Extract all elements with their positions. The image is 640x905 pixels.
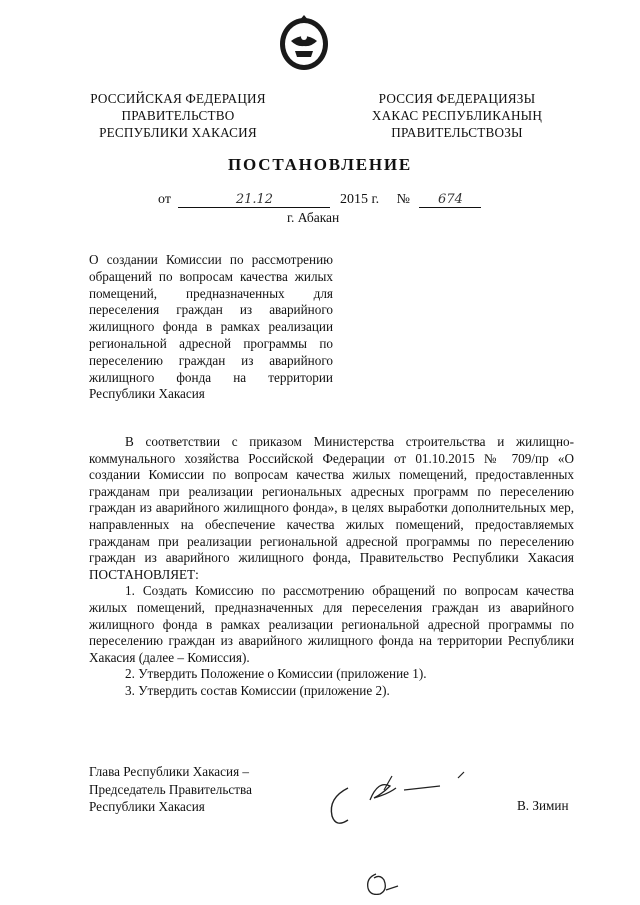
resolution-item-3: 3. Утвердить состав Комиссии (приложение 2). (125, 682, 390, 698)
signatory-title (89, 763, 252, 816)
header-right-line3: ПРАВИТЕЛЬСТВОЗЫ (391, 125, 523, 140)
signatory-line2: Председатель Правительства (89, 781, 252, 797)
signatory-name: В. Зимин (517, 798, 569, 813)
date-year: 2015 г. (339, 192, 380, 207)
date-prefix: от (158, 192, 171, 207)
resolution-item-2: 2. Утвердить Положение о Комиссии (приложение 1). (125, 666, 427, 682)
document-title: ПОСТАНОВЛЕНИЕ (227, 155, 413, 174)
header-left (78, 90, 278, 141)
header-left-line2: ПРАВИТЕЛЬСТВО (121, 108, 235, 123)
handwritten-signature (318, 760, 478, 830)
handwritten-mark (362, 868, 402, 900)
subject-heading: О создании Комиссии по рассмотрению обращений по вопросам качества жилых помещений, предназначенных для переселения граждан из аварийного жилищного фонда в рамках реализации региональной адресной программы по переселению граждан из аварийного жилищного фонда на территории Республики Хакасия (89, 252, 333, 402)
resolution-item-1: 1. Создать Комиссию по рассмотрению обращений по вопросам качества жилых помещений, предназначенных для переселения граждан из аварийного жилищного фонда в рамках реализации региональной адресной программы по переселению граждан из аварийного жилищного фонда на территории Республики Хакасия (далее – Комиссия). (89, 583, 574, 665)
city: г. Абакан (287, 210, 340, 225)
signatory-line1: Глава Республики Хакасия – (89, 764, 250, 779)
handwritten-date: 21.12 (178, 192, 330, 208)
coat-of-arms-emblem-icon (277, 13, 331, 73)
number-sign: № (396, 192, 410, 207)
date-number-line (158, 192, 481, 208)
header-right (352, 90, 562, 141)
signatory-line3: Республики Хакасия (89, 799, 205, 814)
preamble-paragraph: В соответствии с приказом Министерства строительства и жилищно-коммунального хозяйства Российской Федерации от 01.10.2015 № 709/пр «О создании Комиссии по вопросам качества жилых помещений, предоставленных гражданам при реализации региональных адресных программ по переселению граждан из аварийного жилищного фонда», в целях выработки дополнительных мер, направленных на обеспечение качества жилых помещений, предоставляемых гражданам при реализации региональной адресной программы по переселению граждан из аварийного жилищного фонда, Правительство Республики Хакасия ПОСТАНОВЛЯЕТ: (89, 434, 574, 582)
header-right-line1: РОССИЯ ФЕДЕРАЦИЯЗЫ (378, 91, 536, 106)
handwritten-number: 674 (419, 192, 481, 208)
document-body (89, 434, 574, 700)
header-right-line2: ХАКАС РЕСПУБЛИКАНЫҢ (371, 108, 543, 123)
header-left-line3: РЕСПУБЛИКИ ХАКАСИЯ (99, 125, 257, 140)
header-left-line1: РОССИЙСКАЯ ФЕДЕРАЦИЯ (90, 91, 266, 106)
